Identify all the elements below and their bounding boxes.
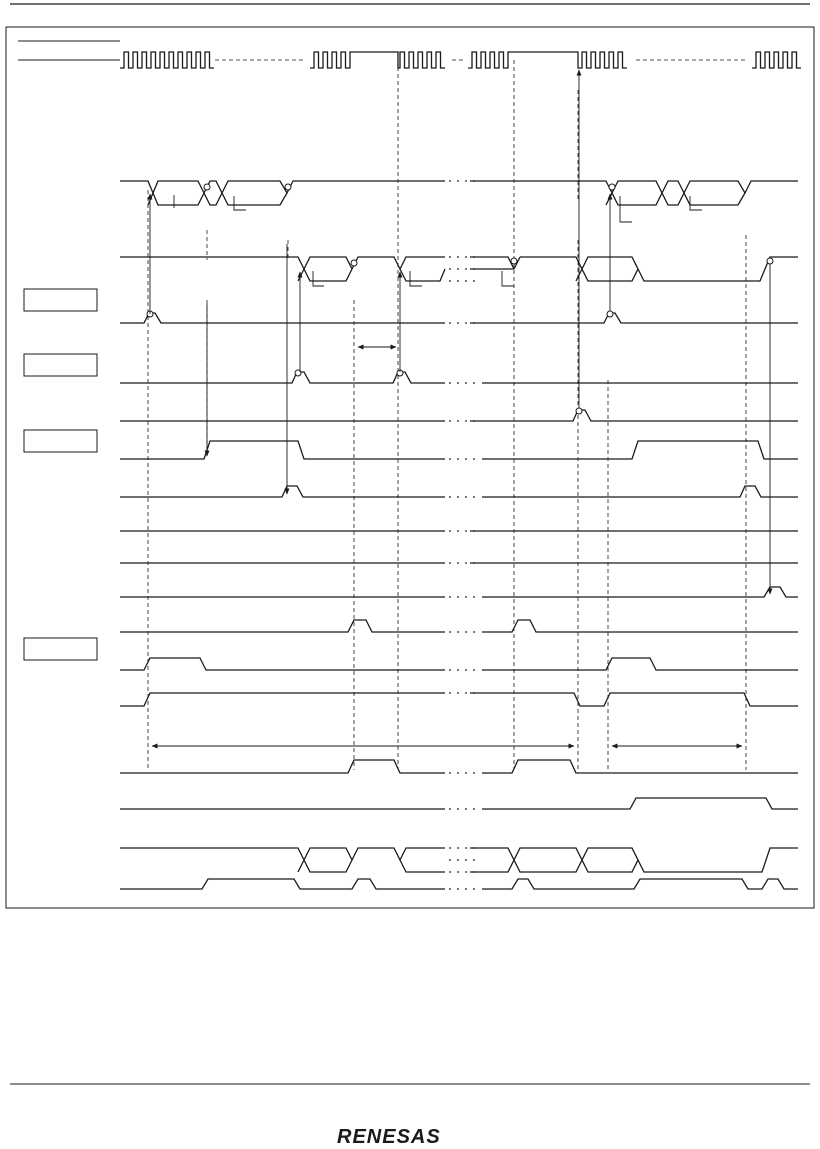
break-marks xyxy=(449,180,475,890)
break-dot xyxy=(473,669,475,671)
break-dot xyxy=(457,256,459,258)
break-dot xyxy=(449,596,451,598)
break-dot xyxy=(465,458,467,460)
break-dot xyxy=(473,871,475,873)
break-dot xyxy=(449,322,451,324)
break-dot xyxy=(457,420,459,422)
break-dot xyxy=(473,562,475,564)
causal-arrows xyxy=(150,70,770,746)
clock-segment-4 xyxy=(752,52,801,68)
break-dot xyxy=(449,631,451,633)
break-dot xyxy=(465,280,467,282)
break-dot xyxy=(449,871,451,873)
break-dot xyxy=(449,808,451,810)
break-dot xyxy=(473,530,475,532)
break-dot xyxy=(465,268,467,270)
break-dot xyxy=(449,382,451,384)
break-dot xyxy=(457,180,459,182)
break-dot xyxy=(465,382,467,384)
break-dot xyxy=(449,268,451,270)
break-dot xyxy=(449,692,451,694)
break-dot xyxy=(449,859,451,861)
logo-text: RENESAS xyxy=(337,1126,441,1147)
break-dot xyxy=(473,496,475,498)
signal-traces xyxy=(120,181,798,889)
break-dot xyxy=(457,382,459,384)
event-markers xyxy=(147,184,773,414)
break-dot xyxy=(457,596,459,598)
break-dot xyxy=(457,631,459,633)
break-dot xyxy=(465,596,467,598)
break-dot xyxy=(457,322,459,324)
break-dot xyxy=(457,562,459,564)
break-dot xyxy=(465,888,467,890)
label-box-2 xyxy=(24,354,97,376)
break-dot xyxy=(473,847,475,849)
break-dot xyxy=(449,280,451,282)
break-dot xyxy=(473,268,475,270)
break-dot xyxy=(449,496,451,498)
label-box-3 xyxy=(24,430,97,452)
break-dot xyxy=(449,847,451,849)
break-dot xyxy=(465,631,467,633)
break-dot xyxy=(449,562,451,564)
break-dot xyxy=(449,180,451,182)
break-dot xyxy=(465,322,467,324)
break-dot xyxy=(457,871,459,873)
break-dot xyxy=(473,256,475,258)
break-dot xyxy=(465,772,467,774)
break-dot xyxy=(465,871,467,873)
break-dot xyxy=(465,562,467,564)
break-dot xyxy=(449,256,451,258)
step-brackets xyxy=(174,195,702,286)
label-box-1 xyxy=(24,289,97,311)
break-dot xyxy=(465,847,467,849)
break-dot xyxy=(449,530,451,532)
break-dot xyxy=(465,180,467,182)
break-dot xyxy=(457,458,459,460)
break-dot xyxy=(449,772,451,774)
break-dot xyxy=(473,859,475,861)
break-dot xyxy=(473,596,475,598)
label-box-4 xyxy=(24,638,97,660)
break-dot xyxy=(449,888,451,890)
break-dot xyxy=(473,180,475,182)
break-dot xyxy=(465,530,467,532)
break-dot xyxy=(457,530,459,532)
break-dot xyxy=(473,322,475,324)
break-dot xyxy=(465,859,467,861)
break-dot xyxy=(465,692,467,694)
break-dot xyxy=(473,382,475,384)
break-dot xyxy=(473,888,475,890)
break-dot xyxy=(473,808,475,810)
break-dot xyxy=(465,669,467,671)
break-dot xyxy=(457,669,459,671)
break-dot xyxy=(465,256,467,258)
break-dot xyxy=(473,772,475,774)
break-dot xyxy=(473,631,475,633)
clock-segment-2 xyxy=(310,52,445,68)
break-dot xyxy=(457,888,459,890)
diagram-border xyxy=(6,27,814,908)
break-dot xyxy=(465,808,467,810)
clock-waveform xyxy=(120,52,801,68)
renesas-logo xyxy=(335,1123,485,1147)
break-dot xyxy=(457,772,459,774)
clock-segment-1 xyxy=(120,52,214,68)
break-dot xyxy=(457,847,459,849)
break-dot xyxy=(457,496,459,498)
break-dot xyxy=(465,496,467,498)
break-dot xyxy=(457,859,459,861)
break-dot xyxy=(457,268,459,270)
break-dot xyxy=(473,420,475,422)
break-dot xyxy=(449,420,451,422)
break-dot xyxy=(473,280,475,282)
break-dot xyxy=(449,458,451,460)
break-dot xyxy=(473,458,475,460)
break-dot xyxy=(449,669,451,671)
break-dot xyxy=(457,692,459,694)
clock-segment-3 xyxy=(468,52,627,68)
break-dot xyxy=(457,280,459,282)
break-dot xyxy=(465,420,467,422)
guide-lines xyxy=(148,60,746,770)
break-dot xyxy=(457,808,459,810)
break-dot xyxy=(473,692,475,694)
